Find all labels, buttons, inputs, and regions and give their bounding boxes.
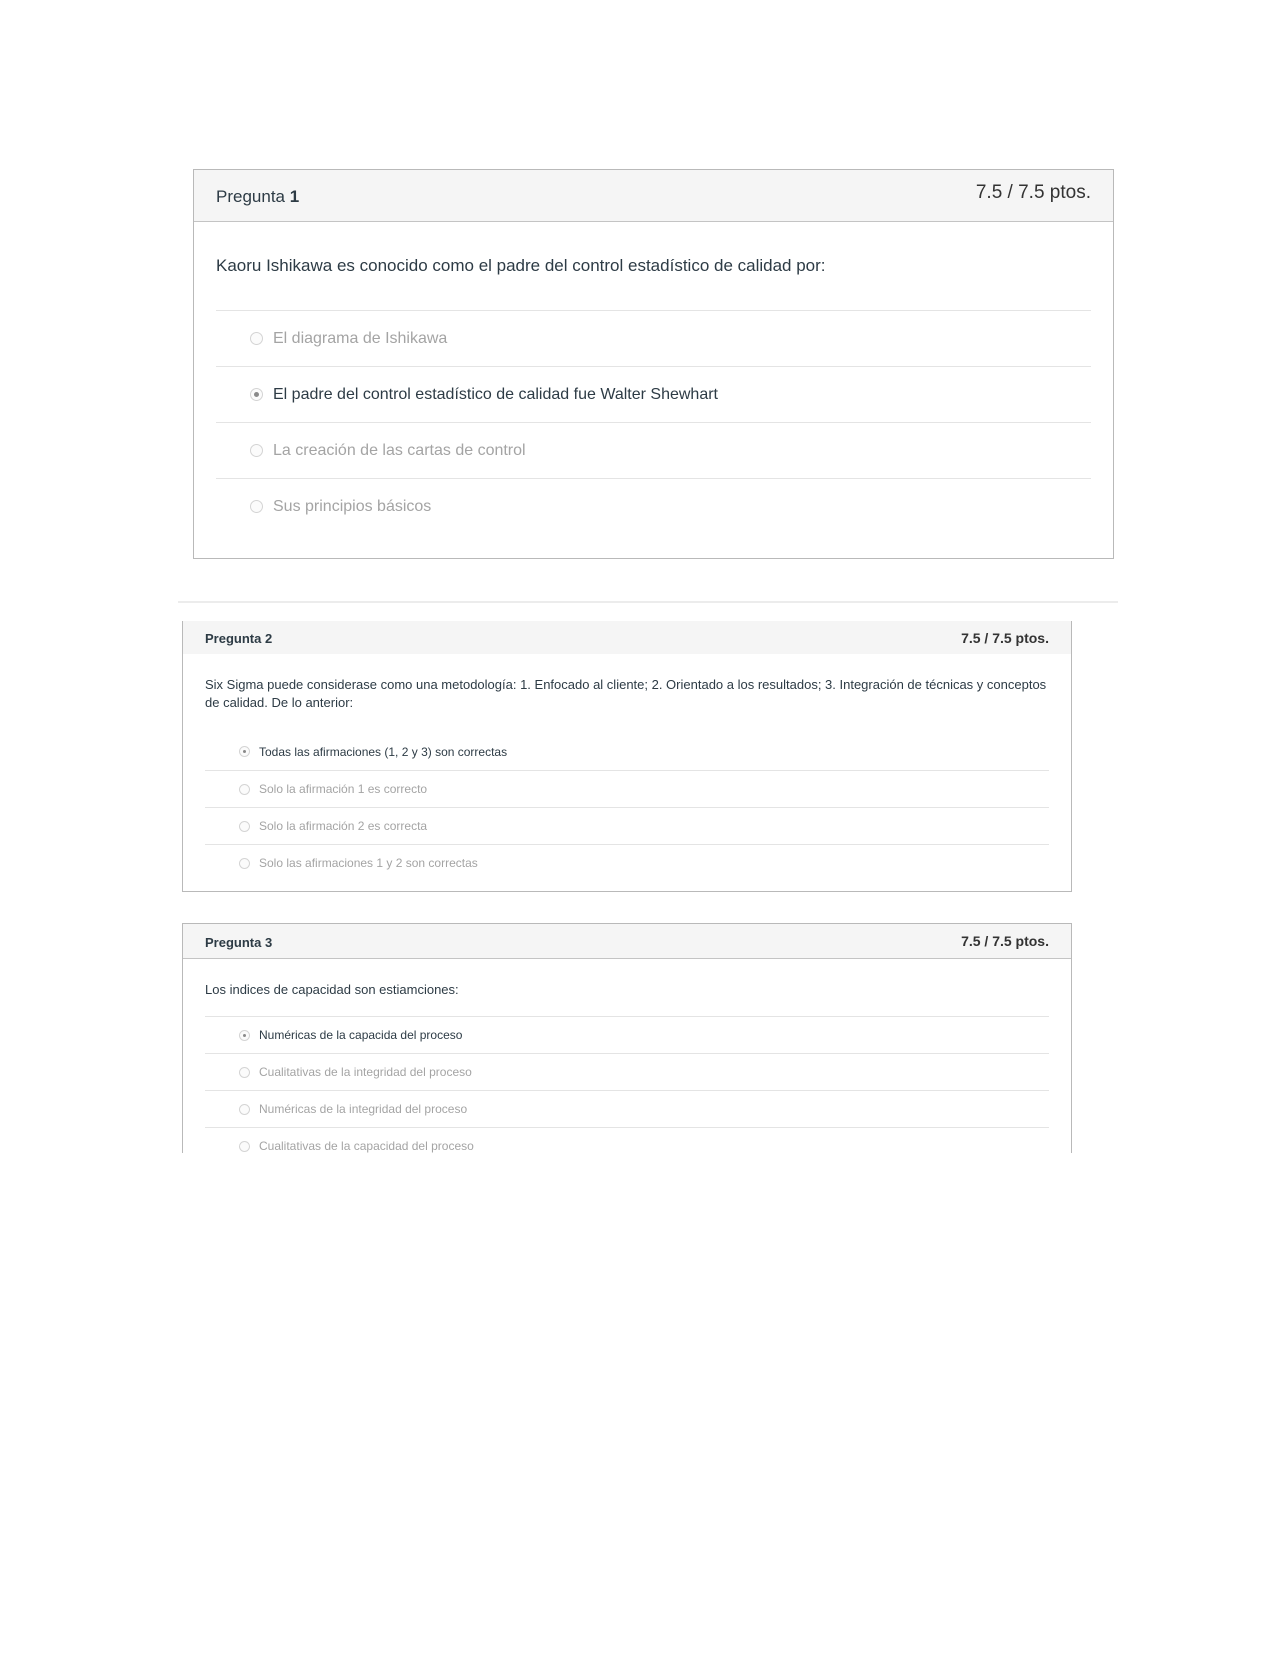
radio-button[interactable] [239, 1104, 250, 1115]
answer-option[interactable] [205, 844, 1049, 881]
divider [178, 601, 1118, 603]
answer-option[interactable] [216, 422, 1091, 478]
radio-button-checked[interactable] [250, 388, 263, 401]
answer-label: El diagrama de Ishikawa [273, 329, 448, 347]
radio-button-checked[interactable] [239, 1030, 250, 1041]
question-header [194, 170, 1113, 222]
answer-option[interactable] [216, 310, 1091, 366]
radio-button[interactable] [250, 500, 263, 513]
question-card-2 [182, 621, 1072, 892]
answer-list [205, 1016, 1049, 1164]
question-title: Pregunta 3 [205, 935, 273, 950]
answer-label: El padre del control estadístico de calidad fue Walter Shewhart [273, 385, 718, 403]
question-text: Six Sigma puede considerase como una metodología: 1. Enfocado al cliente; 2. Orientado a los resultados; 3. Integración de técnicas y conceptos de calidad. De lo anterior: [205, 677, 1047, 710]
question-card-3 [182, 923, 1072, 1153]
radio-button[interactable] [239, 784, 250, 795]
radio-button[interactable] [250, 444, 263, 457]
radio-button[interactable] [239, 821, 250, 832]
answer-list [205, 733, 1049, 881]
answer-label: Todas las afirmaciones (1, 2 y 3) son correctas [259, 744, 508, 759]
answer-option[interactable] [205, 733, 1049, 770]
answer-label: Sus principios básicos [273, 497, 432, 515]
answer-option[interactable] [205, 1127, 1049, 1164]
answer-option[interactable] [216, 478, 1091, 534]
question-points: 7.5 / 7.5 ptos. [961, 933, 1049, 949]
radio-button[interactable] [250, 332, 263, 345]
answer-option[interactable] [205, 1090, 1049, 1127]
radio-button-checked[interactable] [239, 746, 250, 757]
question-title: Pregunta 2 [205, 631, 273, 646]
answer-label: Cualitativas de la capacidad del proceso [259, 1139, 474, 1153]
answer-label: Cualitativas de la integridad del proceso [259, 1065, 472, 1079]
radio-button[interactable] [239, 1141, 250, 1152]
question-header [183, 924, 1071, 959]
question-points: 7.5 / 7.5 ptos. [961, 630, 1049, 646]
answer-list [216, 310, 1091, 534]
question-text: Kaoru Ishikawa es conocido como el padre del control estadístico de calidad por: [216, 256, 826, 275]
answer-label: La creación de las cartas de control [273, 441, 526, 459]
answer-label: Numéricas de la integridad del proceso [259, 1102, 468, 1116]
question-header [183, 621, 1071, 654]
answer-label: Numéricas de la capacida del proceso [259, 1028, 463, 1042]
question-text: Los indices de capacidad son estiamciones: [205, 982, 459, 997]
answer-option[interactable] [205, 1016, 1049, 1053]
question-card-1 [193, 169, 1114, 559]
question-title: Pregunta 1 [216, 187, 300, 206]
answer-option[interactable] [205, 1053, 1049, 1090]
question-points: 7.5 / 7.5 ptos. [975, 182, 1091, 203]
answer-label: Solo la afirmación 1 es correcto [259, 782, 428, 796]
answer-option[interactable] [216, 366, 1091, 422]
radio-button[interactable] [239, 858, 250, 869]
answer-label: Solo la afirmación 2 es correcta [259, 819, 428, 833]
radio-button[interactable] [239, 1067, 250, 1078]
answer-option[interactable] [205, 807, 1049, 844]
answer-label: Solo las afirmaciones 1 y 2 son correctas [259, 856, 478, 870]
answer-option[interactable] [205, 770, 1049, 807]
